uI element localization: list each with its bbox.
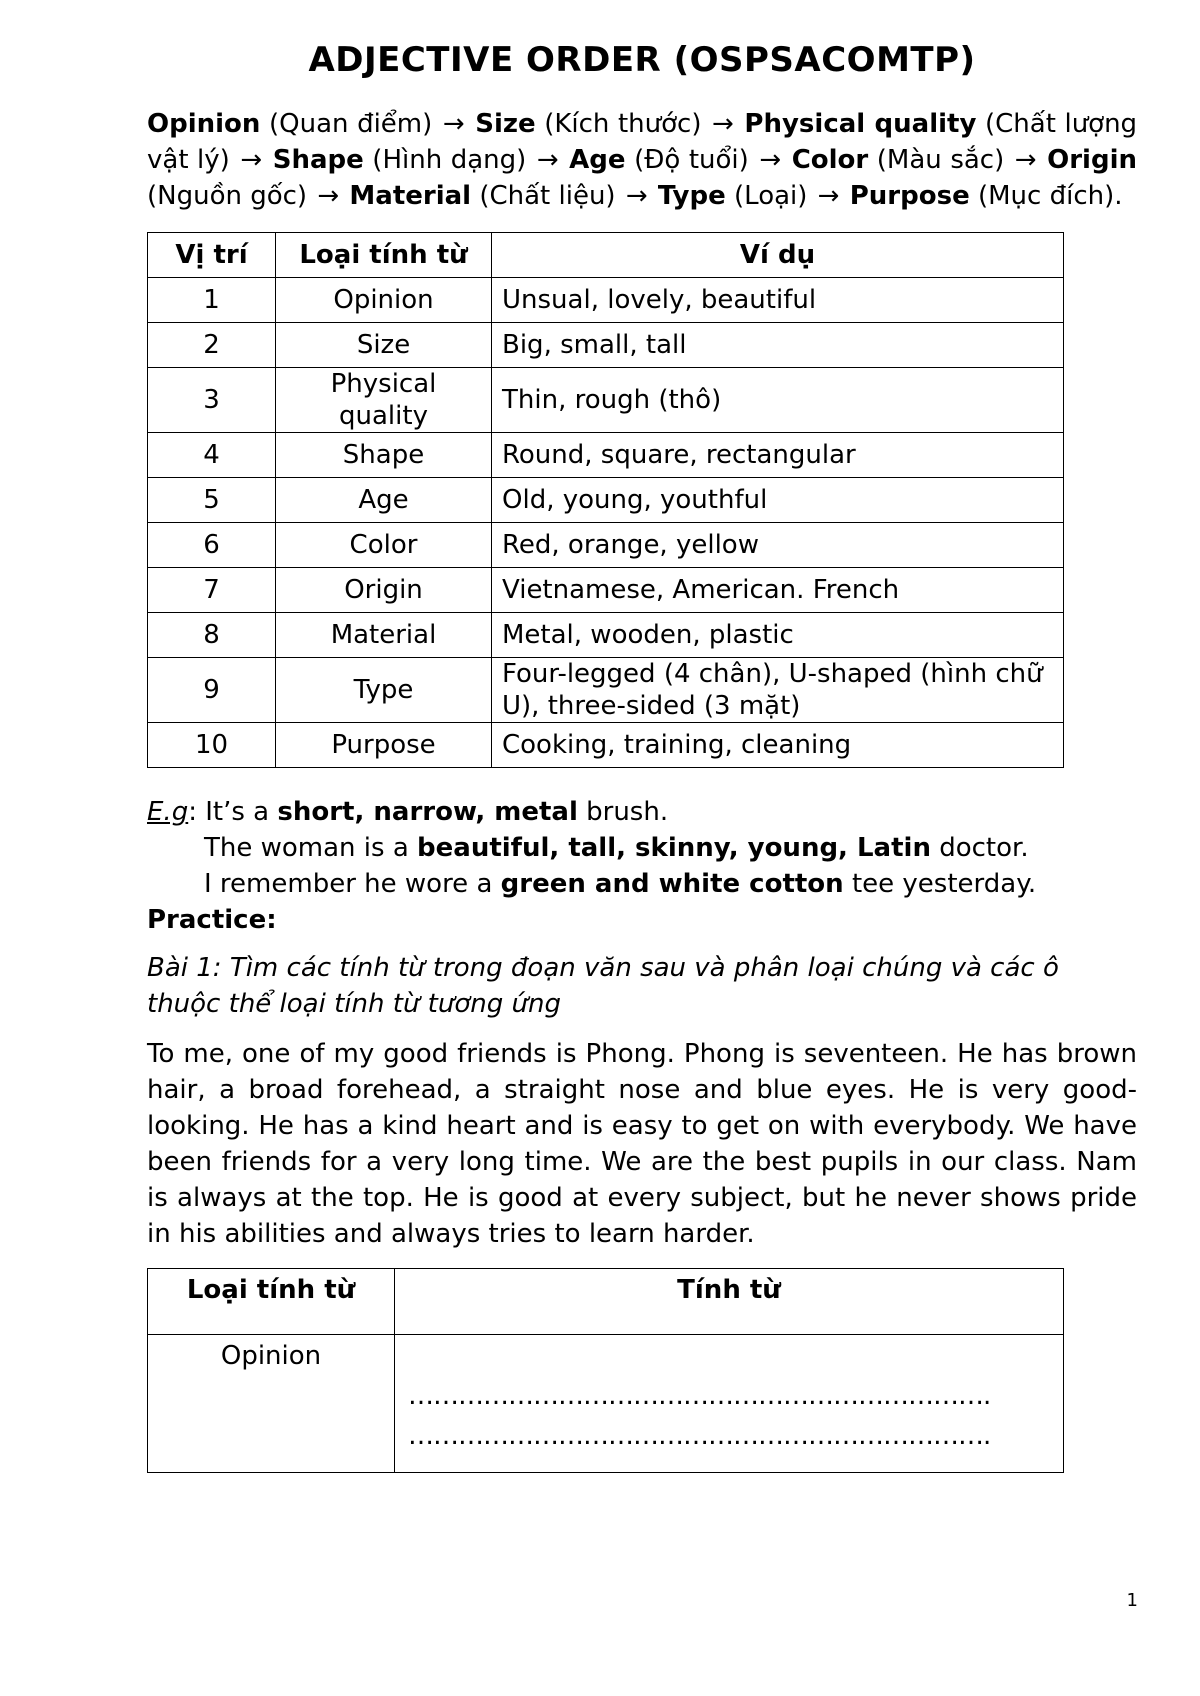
order-size: Size (475, 109, 536, 139)
answer-line[interactable]: ……………………………………………………………. (408, 1421, 991, 1451)
cell-type: Size (276, 323, 492, 368)
cell-position: 9 (148, 658, 276, 723)
arrow-icon: → (625, 181, 648, 211)
cell-example: Round, square, rectangular (492, 433, 1064, 478)
cell-example: Four-legged (4 chân), U-shaped (hình chữ U), three-sided (3 mặt) (492, 658, 1064, 723)
cell-type: Age (276, 478, 492, 523)
reading-paragraph: To me, one of my good friends is Phong. Phong is seventeen. He has brown hair, a broad forehead, a straight nose and blue eyes. He is very good-looking. He has a kind heart and is easy to get on with everybody. We have been friends for a very long time. We are the best pupils in our class. Nam is always at the top. He is good at every subject, but he never shows pride in his abilities and always tries to learn harder. (147, 1039, 1137, 1249)
cell-example: Big, small, tall (492, 323, 1064, 368)
table-row (148, 613, 1064, 658)
order-origin: Origin (1047, 145, 1137, 175)
example-line-2 (147, 830, 1137, 866)
order-age-vi: (Độ tuổi) (634, 145, 749, 175)
practice-heading: Practice: (147, 905, 277, 935)
cell-position: 6 (148, 523, 276, 568)
arrow-icon: → (712, 109, 734, 139)
header-example: Ví dụ (492, 233, 1064, 278)
example-bold: green and white cotton (500, 869, 844, 899)
arrow-icon: → (759, 145, 782, 175)
answer-blank-lines[interactable] (396, 1336, 1062, 1456)
order-material: Material (349, 181, 472, 211)
order-type: Type (657, 181, 726, 211)
example-text: I remember he wore a (204, 869, 501, 899)
order-material-vi: (Chất liệu) (479, 181, 616, 211)
example-text: doctor. (930, 833, 1029, 863)
cell-example: Metal, wooden, plastic (492, 613, 1064, 658)
example-label: E.g (147, 797, 189, 827)
cell-example: Thin, rough (thô) (492, 368, 1064, 433)
answer-table (147, 1268, 1064, 1473)
order-physical-quality-vi: (Chất lượng vật lý) (147, 109, 1138, 175)
cell-position: 5 (148, 478, 276, 523)
table-row (148, 658, 1064, 723)
table-row (148, 433, 1064, 478)
cell-type: Opinion (148, 1335, 395, 1473)
example-line-1 (147, 794, 1137, 830)
document-page (147, 40, 1137, 1473)
answer-cell[interactable] (395, 1335, 1064, 1473)
page-title: ADJECTIVE ORDER (OSPSACOMTP) (308, 40, 976, 80)
table-row (148, 368, 1064, 433)
table-row (148, 323, 1064, 368)
order-age: Age (569, 145, 626, 175)
example-line-3 (147, 866, 1137, 902)
table-row (148, 723, 1064, 768)
example-bold: beautiful, tall, skinny, young, Latin (417, 833, 931, 863)
order-opinion: Opinion (147, 109, 261, 139)
order-opinion-vi: (Quan điểm) (269, 109, 433, 139)
answer-line[interactable]: ……………………………………………………………. (408, 1381, 991, 1411)
order-purpose-vi: (Mục đích). (977, 181, 1123, 211)
order-shape: Shape (272, 145, 364, 175)
cell-type: Shape (276, 433, 492, 478)
cell-type: Physical quality (276, 368, 492, 433)
order-physical-quality: Physical quality (744, 109, 977, 139)
arrow-icon: → (536, 145, 559, 175)
table-header-row (148, 233, 1064, 278)
cell-position: 10 (148, 723, 276, 768)
cell-position: 4 (148, 433, 276, 478)
cell-type: Type (276, 658, 492, 723)
table-row (148, 523, 1064, 568)
example-bold: short, narrow, metal (277, 797, 578, 827)
header-adjectives: Tính từ (395, 1269, 1064, 1335)
example-text: The woman is a (204, 833, 418, 863)
cell-position: 7 (148, 568, 276, 613)
cell-example: Red, orange, yellow (492, 523, 1064, 568)
cell-example: Old, young, youthful (492, 478, 1064, 523)
cell-type: Opinion (276, 278, 492, 323)
adjective-order-table (147, 232, 1064, 768)
order-color: Color (791, 145, 869, 175)
header-position: Vị trí (148, 233, 276, 278)
header-adjective-type: Loại tính từ (276, 233, 492, 278)
cell-type: Color (276, 523, 492, 568)
arrow-icon: → (317, 181, 340, 211)
order-color-vi: (Màu sắc) (876, 145, 1005, 175)
cell-example: Cooking, training, cleaning (492, 723, 1064, 768)
cell-type: Purpose (276, 723, 492, 768)
order-type-vi: (Loại) (734, 181, 808, 211)
examples-block (147, 794, 1137, 902)
cell-position: 8 (148, 613, 276, 658)
arrow-icon: → (817, 181, 840, 211)
header-adjective-type: Loại tính từ (148, 1269, 395, 1335)
adjective-order-paragraph (147, 106, 1137, 214)
order-size-vi: (Kích thước) (544, 109, 702, 139)
order-shape-vi: (Hình dạng) (372, 145, 527, 175)
page-number: 1 (1126, 1590, 1138, 1611)
cell-example: Unsual, lovely, beautiful (492, 278, 1064, 323)
table-header-row (148, 1269, 1064, 1335)
arrow-icon: → (442, 109, 465, 139)
table-row (148, 1335, 1064, 1473)
arrow-icon: → (1014, 145, 1037, 175)
table-row (148, 278, 1064, 323)
order-purpose: Purpose (849, 181, 970, 211)
table-row (148, 478, 1064, 523)
example-text: tee yesterday. (843, 869, 1037, 899)
task-1-instruction: Bài 1: Tìm các tính từ trong đoạn văn sau và phân loại chúng và các ô thuộc thể loại tính từ tương ứng (147, 953, 1059, 1019)
arrow-icon: → (240, 145, 263, 175)
cell-position: 1 (148, 278, 276, 323)
table-row (148, 568, 1064, 613)
cell-position: 3 (148, 368, 276, 433)
order-origin-vi: (Nguồn gốc) (147, 181, 308, 211)
cell-example: Vietnamese, American. French (492, 568, 1064, 613)
cell-type: Origin (276, 568, 492, 613)
cell-type: Material (276, 613, 492, 658)
cell-position: 2 (148, 323, 276, 368)
example-text: : It’s a (188, 797, 278, 827)
example-text: brush. (577, 797, 669, 827)
